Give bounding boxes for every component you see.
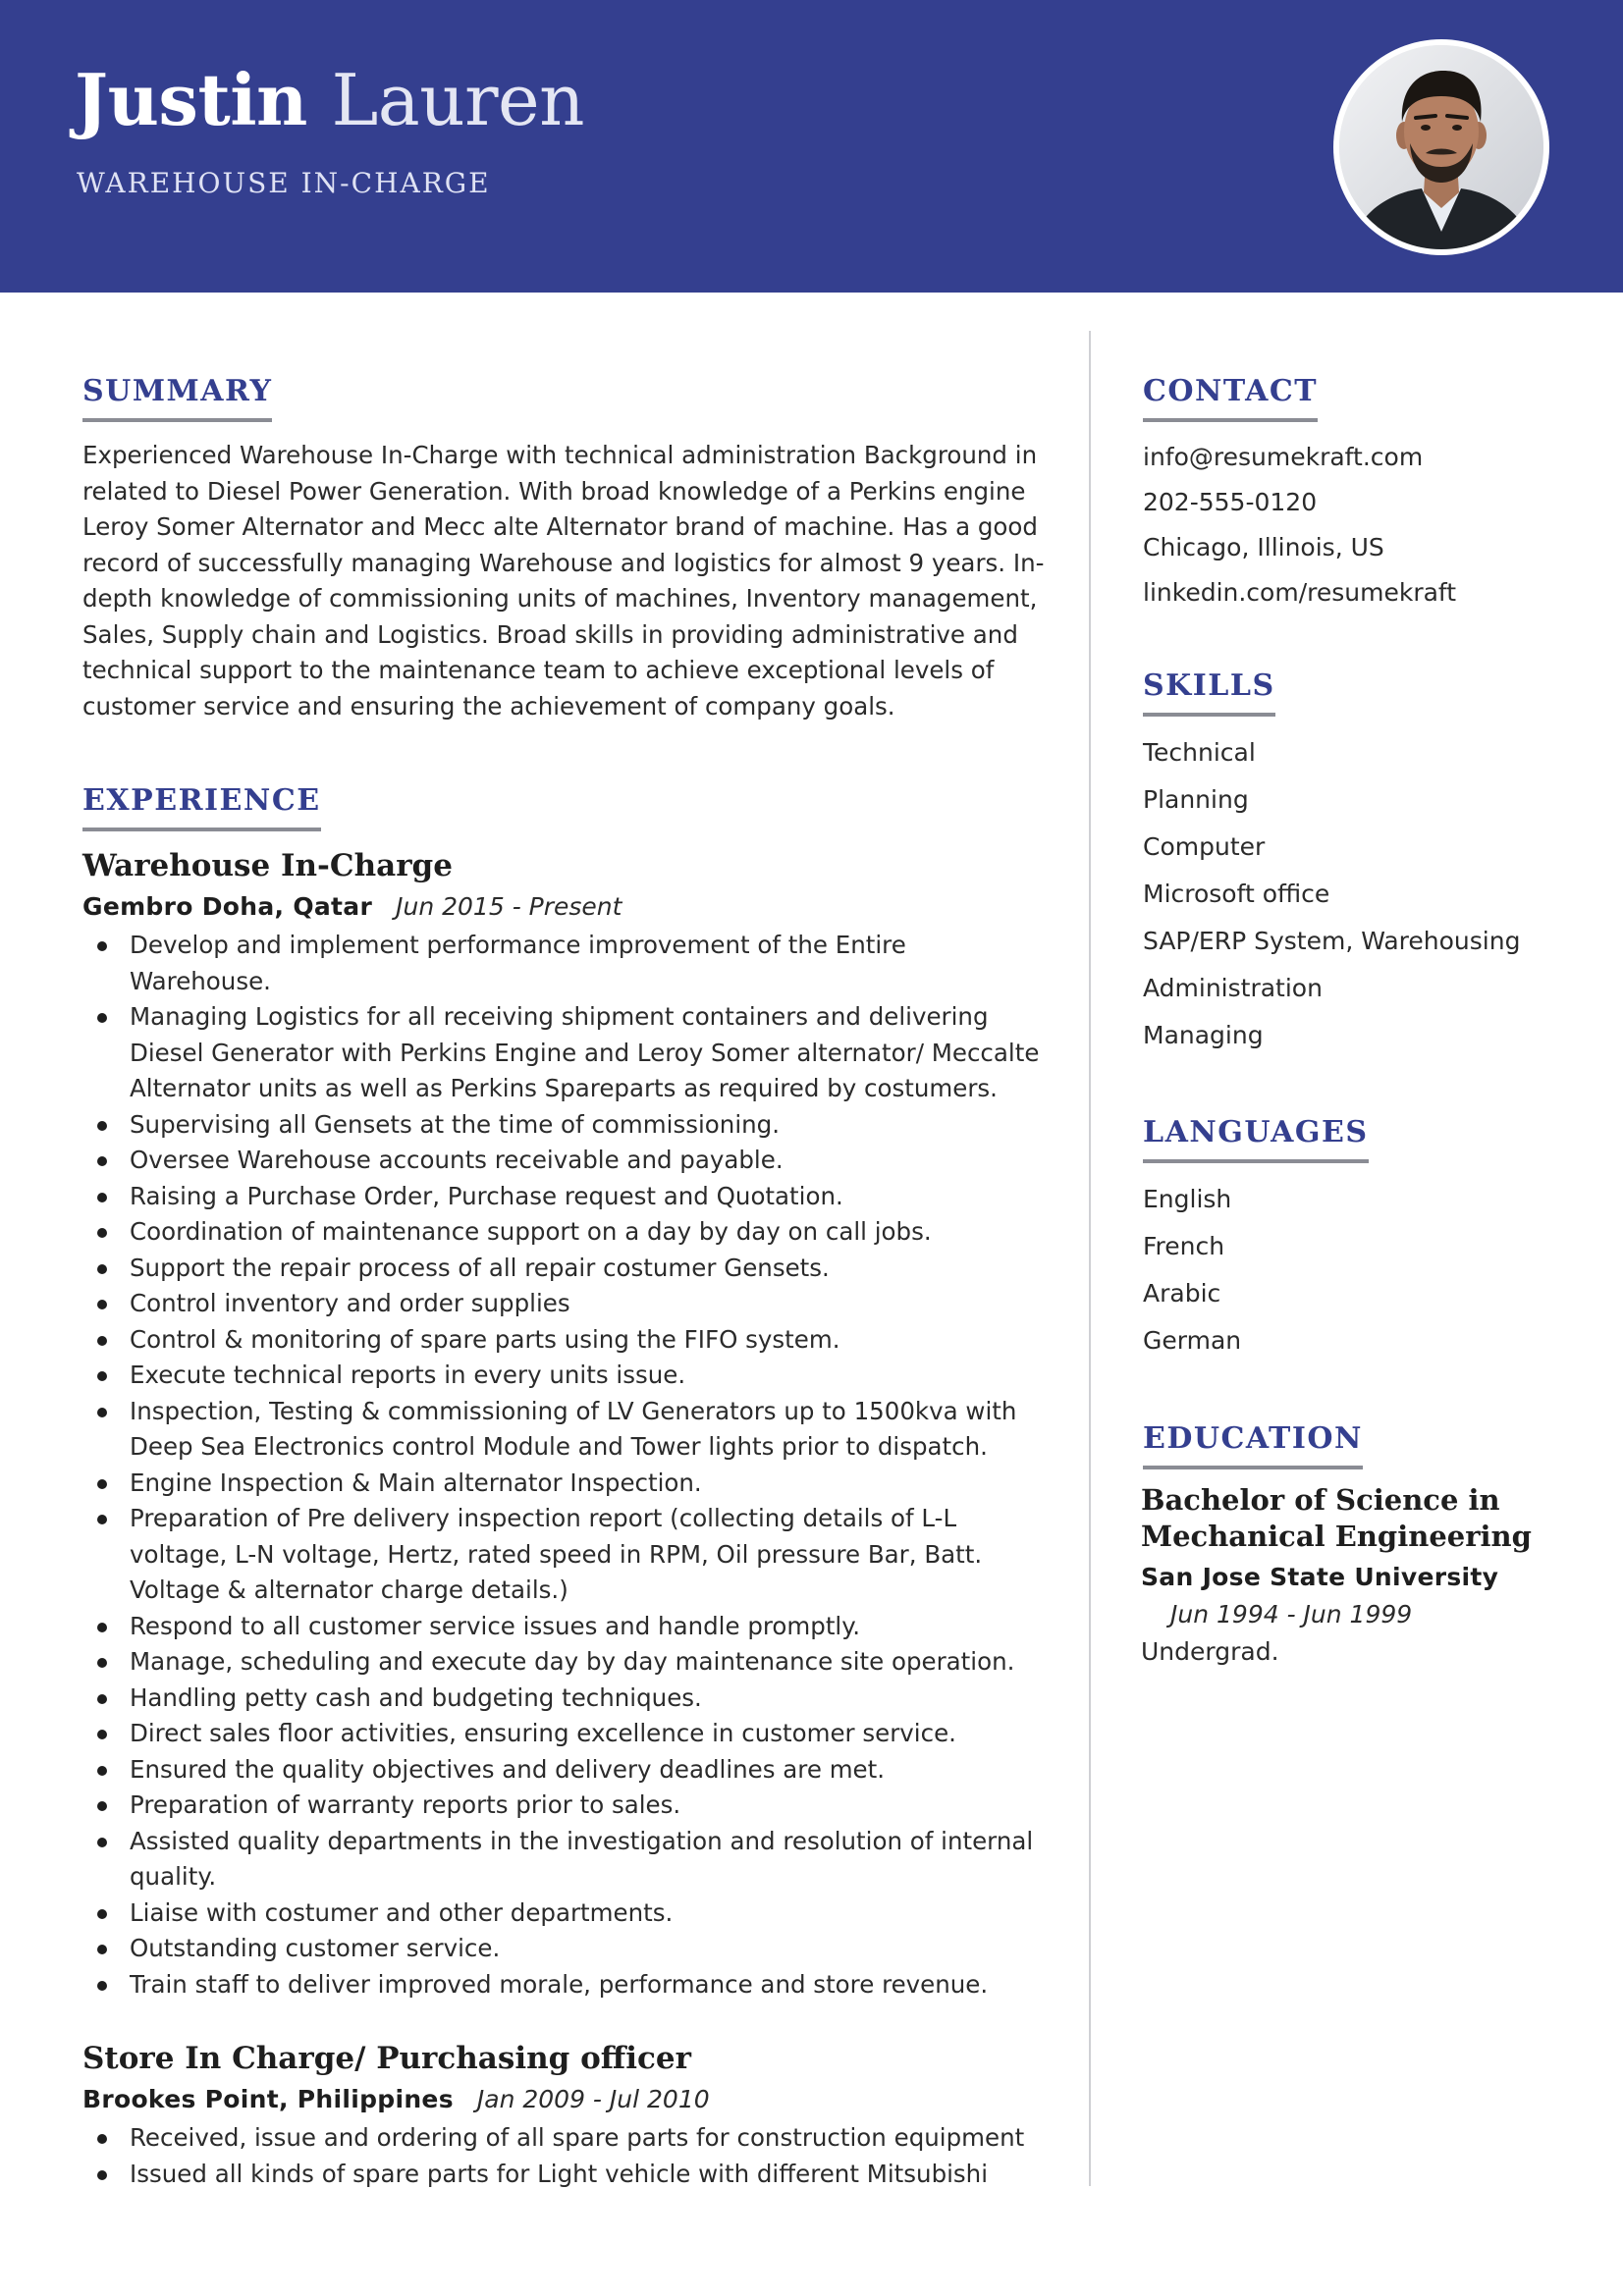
contact-item: Chicago, Illinois, US xyxy=(1143,533,1384,561)
profile-photo xyxy=(1339,45,1543,249)
job-responsibilities xyxy=(82,928,1055,2002)
responsibility-item: Raising a Purchase Order, Purchase request and Quotation. xyxy=(82,1179,1055,1215)
language-item: German xyxy=(1143,1326,1242,1355)
education-heading: EDUCATION xyxy=(1143,1424,1363,1469)
responsibility-item: Control & monitoring of spare parts using the FIFO system. xyxy=(82,1322,1055,1359)
responsibility-item: Direct sales floor activities, ensuring excellence in customer service. xyxy=(82,1716,1055,1752)
responsibility-item: Train staff to deliver improved morale, performance and store revenue. xyxy=(82,1967,1055,2003)
skill-item: Computer xyxy=(1143,832,1266,861)
responsibility-item: Coordination of maintenance support on a day by day on call jobs. xyxy=(82,1214,1055,1251)
job-dates: Jun 2015 - Present xyxy=(396,892,622,921)
education-dates: Jun 1994 - Jun 1999 xyxy=(1170,1600,1413,1629)
profile-photo-frame xyxy=(1333,39,1549,255)
language-item: French xyxy=(1143,1232,1225,1260)
responsibility-item: Manage, scheduling and execute day by day maintenance site operation. xyxy=(82,1644,1055,1681)
skill-item: Managing xyxy=(1143,1021,1264,1049)
responsibility-item: Supervising all Gensets at the time of commissioning. xyxy=(82,1107,1055,1144)
skill-item: Administration xyxy=(1143,974,1323,1002)
candidate-name xyxy=(75,58,584,141)
responsibility-item: Execute technical reports in every units issue. xyxy=(82,1358,1055,1394)
job-company: Gembro Doha, Qatar xyxy=(82,892,373,921)
education-school: San Jose State University xyxy=(1141,1563,1499,1591)
language-item: Arabic xyxy=(1143,1279,1221,1308)
responsibility-item: Handling petty cash and budgeting techniques. xyxy=(82,1681,1055,1717)
responsibility-item: Preparation of warranty reports prior to sales. xyxy=(82,1788,1055,1824)
contact-item: info@resumekraft.com xyxy=(1143,443,1424,471)
job-company: Brookes Point, Philippines xyxy=(82,2085,454,2113)
responsibility-item: Develop and implement performance improvement of the Entire Warehouse. xyxy=(82,928,1055,999)
portrait-illustration xyxy=(1339,45,1543,249)
responsibility-item: Engine Inspection & Main alternator Inspection. xyxy=(82,1466,1055,1502)
language-item: English xyxy=(1143,1185,1232,1213)
responsibility-item: Liaise with costumer and other departments. xyxy=(82,1896,1055,1932)
candidate-title: WAREHOUSE IN-CHARGE xyxy=(77,167,491,199)
experience-heading: EXPERIENCE xyxy=(82,786,321,831)
job-meta xyxy=(82,2087,710,2111)
job-responsibilities xyxy=(82,2120,1055,2192)
languages-list xyxy=(1143,1176,1555,1364)
responsibility-item: Oversee Warehouse accounts receivable and payable. xyxy=(82,1143,1055,1179)
column-divider xyxy=(1089,331,1091,2186)
resume-header xyxy=(0,0,1623,293)
skills-heading: SKILLS xyxy=(1143,671,1275,717)
responsibility-item: Ensured the quality objectives and delivery deadlines are met. xyxy=(82,1752,1055,1789)
job-title: Warehouse In-Charge xyxy=(82,848,453,883)
job-meta xyxy=(82,894,622,919)
education-note: Undergrad. xyxy=(1141,1637,1279,1666)
responsibility-item: Issued all kinds of spare parts for Light vehicle with different Mitsubishi xyxy=(82,2157,1055,2193)
skills-list xyxy=(1143,729,1555,1059)
job-title: Store In Charge/ Purchasing officer xyxy=(82,2041,691,2076)
skill-item: Microsoft office xyxy=(1143,880,1330,908)
responsibility-item: Outstanding customer service. xyxy=(82,1931,1055,1967)
skill-item: Planning xyxy=(1143,785,1249,814)
responsibility-item: Control inventory and order supplies xyxy=(82,1286,1055,1322)
responsibility-item: Support the repair process of all repair costumer Gensets. xyxy=(82,1251,1055,1287)
skill-item: SAP/ERP System, Warehousing xyxy=(1143,927,1521,955)
responsibility-item: Assisted quality departments in the investigation and resolution of internal quality. xyxy=(82,1824,1055,1896)
skill-item: Technical xyxy=(1143,738,1256,767)
contact-list xyxy=(1143,435,1555,615)
education-degree: Bachelor of Science in Mechanical Engineering xyxy=(1141,1483,1532,1553)
last-name: Lauren xyxy=(331,59,584,141)
job-dates: Jan 2009 - Jul 2010 xyxy=(476,2085,710,2113)
responsibility-item: Preparation of Pre delivery inspection report (collecting details of L-L voltage, L-N voltage, Hertz, rated speed in RPM, Oil pressure Bar, Batt. Voltage & alternator charge details.) xyxy=(82,1501,1055,1609)
summary-heading: SUMMARY xyxy=(82,377,272,422)
responsibility-item: Inspection, Testing & commissioning of LV Generators up to 1500kva with Deep Sea Electronics control Module and Tower lights prior to dispatch. xyxy=(82,1394,1055,1466)
contact-item: 202-555-0120 xyxy=(1143,488,1318,516)
responsibility-item: Received, issue and ordering of all spare parts for construction equipment xyxy=(82,2120,1055,2157)
first-name: Justin xyxy=(75,58,307,141)
contact-item: linkedin.com/resumekraft xyxy=(1143,578,1457,607)
responsibility-item: Respond to all customer service issues and handle promptly. xyxy=(82,1609,1055,1645)
languages-heading: LANGUAGES xyxy=(1143,1118,1369,1163)
summary-text: Experienced Warehouse In-Charge with technical administration Background in related to Diesel Power Generation. With broad knowledge of a Perkins engine Leroy Somer Alternator and Mecc alte Alternator brand of machine. Has a good record of successfully managing Warehouse and logistics for almost 9 years. In-depth knowledge of commissioning units of machines, Inventory management, Sales, Supply chain and Logistics. Broad skills in providing administrative and technical support to the maintenance team to achieve exceptional levels of customer service and ensuring the achievement of company goals. xyxy=(82,441,1045,721)
contact-heading: CONTACT xyxy=(1143,377,1318,422)
responsibility-item: Managing Logistics for all receiving shipment containers and delivering Diesel Generator with Perkins Engine and Leroy Somer alternator/ Meccalte Alternator units as well as Perkins Spareparts as required by costumers. xyxy=(82,999,1055,1107)
